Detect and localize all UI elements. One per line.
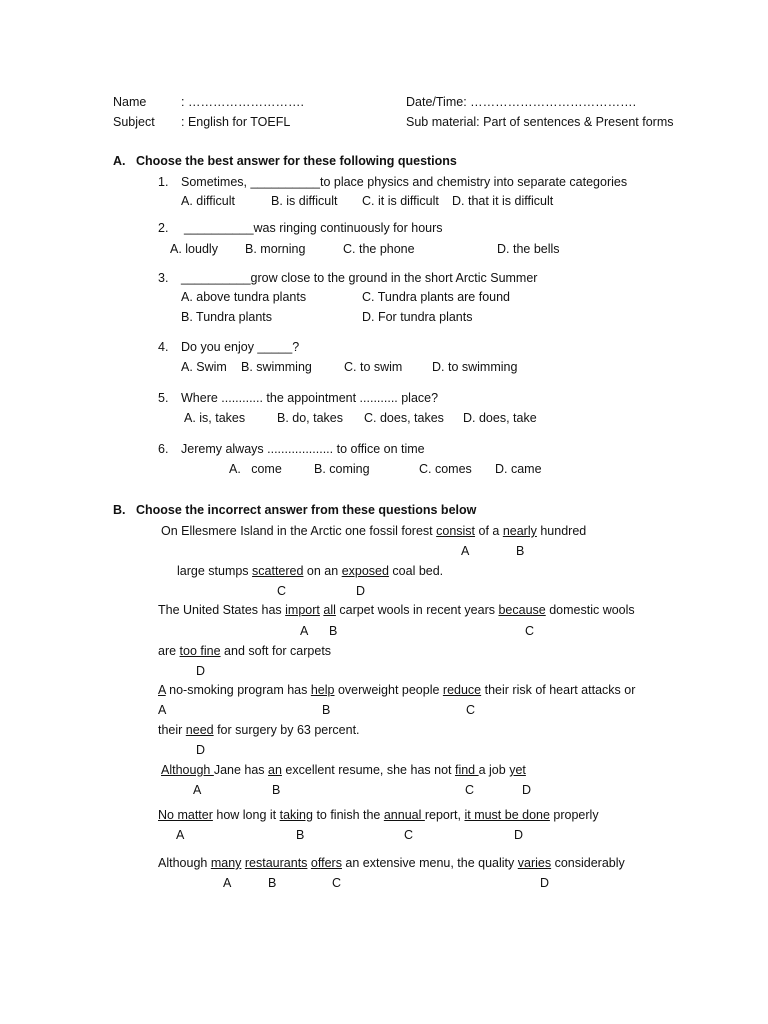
underlined-option-b: nearly <box>502 524 537 538</box>
answer-option: C. to swim <box>344 360 403 374</box>
underlined-option-d: too fine <box>179 644 221 658</box>
answer-option: A. Swim <box>181 360 227 374</box>
subject-value: : English for TOEFL <box>181 115 291 129</box>
underlined-option-d: yet <box>509 763 526 777</box>
answer-option: B. Tundra plants <box>181 310 273 324</box>
option-letter-d: D <box>514 828 524 842</box>
question-number: 2. <box>158 221 169 235</box>
option-letter-c: C <box>525 624 535 638</box>
underlined-option-d: exposed <box>341 564 389 578</box>
option-letter-a: A <box>193 783 202 797</box>
underlined-option-a: consist <box>436 524 476 538</box>
question-number: 1. <box>158 175 169 189</box>
sentence-line: On Ellesmere Island in the Arctic one fossil forest consist of a nearly hundred <box>161 524 587 538</box>
answer-option: C. comes <box>419 462 472 476</box>
answer-option: C. Tundra plants are found <box>362 290 511 304</box>
answer-option: A. come <box>229 462 282 476</box>
sentence-line: Although Jane has an excellent resume, she has not find a job yet <box>161 763 526 777</box>
name-value: : ………………………. <box>181 95 304 109</box>
underlined-option-a: A <box>158 683 166 697</box>
answer-option: A. is, takes <box>184 411 246 425</box>
option-letter-a: A <box>223 876 232 890</box>
subject-label: Subject <box>113 115 155 129</box>
sentence-line: large stumps scattered on an exposed coal bed. <box>177 564 444 578</box>
sentence-line: The United States has import all carpet wools in recent years because domestic wools <box>158 603 635 617</box>
underlined-option-b: all <box>323 603 336 617</box>
option-letter-d: D <box>356 584 366 598</box>
option-letter-d: D <box>540 876 550 890</box>
answer-option: D. to swimming <box>432 360 518 374</box>
option-letter-b: B <box>516 544 525 558</box>
answer-option: D. For tundra plants <box>362 310 473 324</box>
answer-option: B. is difficult <box>271 194 338 208</box>
option-letter-a: A <box>176 828 185 842</box>
answer-option: D. does, take <box>463 411 537 425</box>
answer-option: A. difficult <box>181 194 235 208</box>
option-letter-a: A <box>300 624 309 638</box>
answer-option: D. the bells <box>497 242 560 256</box>
name-label: Name <box>113 95 147 109</box>
section-a-letter: A. <box>113 154 126 168</box>
question-text: __________was ringing continuously for hours <box>184 221 443 235</box>
underlined-option-d: need <box>185 723 214 737</box>
answer-option: A. above tundra plants <box>181 290 307 304</box>
sentence-line: their need for surgery by 63 percent. <box>158 723 360 737</box>
sentence-line: Although many restaurants offers an extensive menu, the quality varies considerably <box>158 856 625 870</box>
sentence-line: A no-smoking program has help overweight people reduce their risk of heart attacks or <box>158 683 636 697</box>
date-time-label: Date/Time: …………………………………. <box>406 95 637 109</box>
question-number: 3. <box>158 271 169 285</box>
underlined-option-a: No matter <box>158 808 213 822</box>
underlined-option-b: an <box>268 763 282 777</box>
answer-option: C. it is difficult <box>362 194 439 208</box>
question-text: Do you enjoy _____? <box>181 340 300 354</box>
answer-option: D. that it is difficult <box>452 194 554 208</box>
underlined-option-d: varies <box>517 856 552 870</box>
underlined-option-b: restaurants <box>244 856 308 870</box>
option-letter-b: B <box>329 624 338 638</box>
section-b-title: Choose the incorrect answer from these questions below <box>136 503 477 517</box>
question-text: Jeremy always ................... to office on time <box>181 442 425 456</box>
underlined-option-c: because <box>498 603 546 617</box>
option-letter-a: A <box>461 544 470 558</box>
underlined-option-c: scattered <box>252 564 304 578</box>
option-letter-d: D <box>196 664 206 678</box>
sentence-line: No matter how long it taking to finish the annual report, it must be done properly <box>158 808 599 822</box>
option-letter-c: C <box>332 876 342 890</box>
option-letter-d: D <box>196 743 206 757</box>
underlined-option-a: import <box>285 603 320 617</box>
underlined-option-a: Although <box>161 763 214 777</box>
answer-option: C. the phone <box>343 242 415 256</box>
answer-option: A. loudly <box>170 242 218 256</box>
question-number: 5. <box>158 391 169 405</box>
option-letter-c: C <box>404 828 414 842</box>
underlined-option-c: find <box>454 763 479 777</box>
section-b-letter: B. <box>113 503 126 517</box>
option-letter-d: D <box>522 783 532 797</box>
section-a-title: Choose the best answer for these following questions <box>136 154 457 168</box>
option-letter-b: B <box>322 703 331 717</box>
underlined-option-d: it must be done <box>464 808 550 822</box>
option-letter-b: B <box>272 783 281 797</box>
answer-option: C. does, takes <box>364 411 444 425</box>
underlined-option-b: taking <box>279 808 313 822</box>
option-letter-b: B <box>296 828 305 842</box>
option-letter-c: C <box>466 703 476 717</box>
answer-option: D. came <box>495 462 542 476</box>
underlined-option-c: annual <box>383 808 425 822</box>
question-text: Where ............ the appointment ........... place? <box>181 391 439 405</box>
option-letter-c: C <box>277 584 287 598</box>
question-number: 4. <box>158 340 169 354</box>
option-letter-b: B <box>268 876 277 890</box>
underlined-option-c: reduce <box>442 683 482 697</box>
question-text: __________grow close to the ground in the short Arctic Summer <box>181 271 538 285</box>
answer-option: B. coming <box>314 462 370 476</box>
sentence-line: are too fine and soft for carpets <box>158 644 332 658</box>
option-letter-c: C <box>465 783 475 797</box>
answer-option: B. swimming <box>241 360 312 374</box>
sub-material: Sub material: Part of sentences & Present forms <box>406 115 674 129</box>
option-letter-a: A <box>158 703 167 717</box>
answer-option: B. morning <box>245 242 306 256</box>
underlined-option-a: many <box>210 856 242 870</box>
question-number: 6. <box>158 442 169 456</box>
underlined-option-b: help <box>310 683 335 697</box>
question-text: Sometimes, __________to place physics and chemistry into separate categories <box>181 175 628 189</box>
answer-option: B. do, takes <box>277 411 344 425</box>
underlined-option-c: offers <box>310 856 342 870</box>
